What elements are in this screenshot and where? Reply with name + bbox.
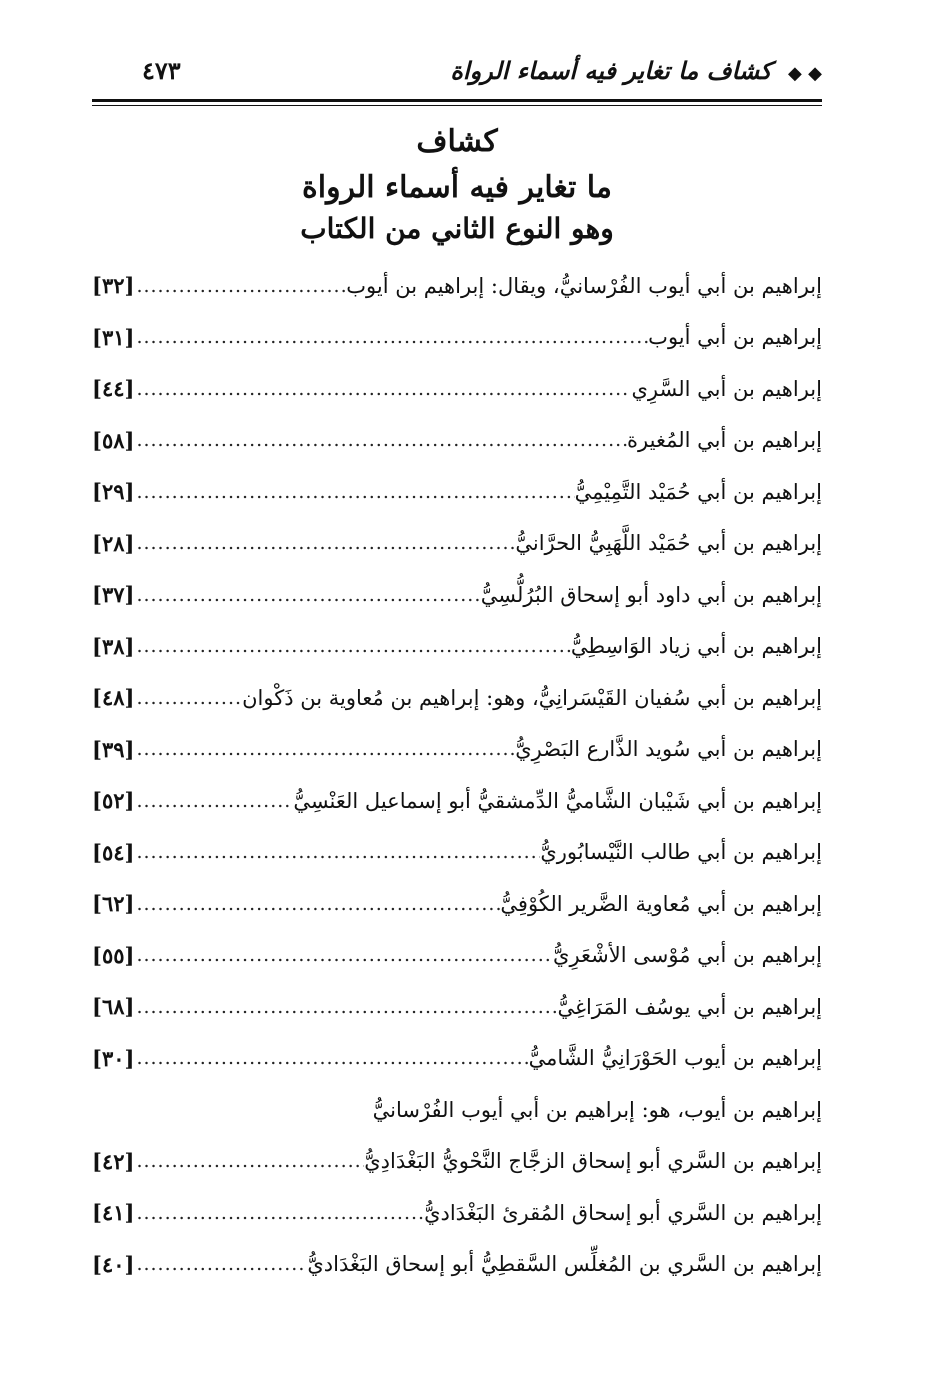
entry-reference-number: [٣٠] (92, 1045, 135, 1071)
entry-name: إبراهيم بن أبي شَيْبان الشَّاميُّ الدِّمشقيُّ أبو إسماعيل العَنْسِيُّ (293, 788, 822, 813)
index-entry (92, 260, 822, 312)
entry-name: إبراهيم بن السَّري أبو إسحاق المُقرئ البَغْدَاديُّ (424, 1200, 822, 1225)
entry-name: إبراهيم بن أبي حُمَيْد اللَّهَبِيُّ الحرَّانيُّ (515, 531, 822, 556)
index-entry (92, 724, 822, 776)
index-entry (92, 878, 822, 930)
entry-name: إبراهيم بن السَّري بن المُغلِّس السَّقطِيُّ أبو إسحاق البَغْدَاديُّ (307, 1252, 822, 1277)
entry-reference-number: [٥٢] (92, 788, 135, 814)
dot-leader (134, 687, 242, 709)
dot-leader (134, 378, 631, 400)
entry-name: إبراهيم بن أبي طالب النَّيْسابُوريُّ (540, 840, 822, 865)
entry-reference-number: [٥٥] (92, 942, 135, 968)
diamond-ornament-icon: ◆ ◆ (788, 63, 822, 84)
entry-name: إبراهيم بن أبي مُوْسى الأشْعَرِيُّ (553, 943, 822, 968)
entry-reference-number: [٦٨] (92, 994, 135, 1020)
entry-name: إبراهيم بن السَّري أبو إسحاق الزجَّاج النَّحْويُّ البَغْدَادِيُّ (364, 1149, 822, 1174)
dot-leader (134, 532, 515, 554)
dot-leader (134, 996, 557, 1018)
dot-leader (134, 790, 293, 812)
entry-reference-number: [٥٨] (92, 427, 135, 453)
index-entry (92, 1033, 822, 1085)
dot-leader (134, 326, 648, 348)
dot-leader (134, 893, 500, 915)
entry-name: إبراهيم بن أيوب الحَوْرَانِيُّ الشَّاميُّ (528, 1046, 822, 1071)
entry-name: إبراهيم بن أبي داود أبو إسحاق البُرُلُّسِيُّ (480, 582, 822, 607)
index-heading: كشاف (416, 124, 498, 159)
entry-name: إبراهيم بن أبي زياد الوَاسِطِيُّ (570, 634, 822, 659)
entry-name: إبراهيم بن أبي حُمَيْد التَّمِيْمِيُّ (574, 479, 822, 504)
dot-leader (134, 584, 480, 606)
entry-reference-number: [٣٧] (92, 582, 135, 608)
entry-reference-number: [٤٢] (92, 1148, 135, 1174)
dot-leader (134, 481, 574, 503)
entry-name: إبراهيم بن أبي أيوب (648, 325, 822, 350)
index-entry (92, 827, 822, 879)
dot-leader (134, 841, 540, 863)
index-entry (92, 1239, 822, 1291)
entry-reference-number: [٣٨] (92, 633, 135, 659)
index-entry (92, 1084, 822, 1136)
index-entry (92, 312, 822, 364)
index-entry (92, 621, 822, 673)
index-entry (92, 1187, 822, 1239)
entry-reference-number: [٢٩] (92, 479, 135, 505)
running-head-title-text: كشاف ما تغاير فيه أسماء الرواة (450, 56, 772, 85)
entry-reference-number: [٤٤] (92, 376, 135, 402)
index-description: وهو النوع الثاني من الكتاب (300, 212, 614, 245)
dot-leader (134, 1253, 307, 1275)
entry-reference-number: [٣٢] (92, 273, 135, 299)
index-entry (92, 1136, 822, 1188)
index-subheading: ما تغاير فيه أسماء الرواة (302, 170, 612, 205)
index-entry (92, 930, 822, 982)
index-entry (92, 518, 822, 570)
entry-reference-number: [٤٨] (92, 685, 135, 711)
index-entry (92, 981, 822, 1033)
entry-reference-number: [٣١] (92, 324, 135, 350)
entry-name: إبراهيم بن أبي يوسُف المَرَاغِيُّ (557, 994, 822, 1019)
header-rule-thick (92, 99, 822, 102)
entry-name: إبراهيم بن أبي المُغيرة (627, 428, 822, 453)
index-entry (92, 672, 822, 724)
dot-leader (134, 635, 570, 657)
entry-reference-number: [٦٢] (92, 891, 135, 917)
entry-name: إبراهيم بن أيوب، هو: إبراهيم بن أبي أيوب الفُرْسانيُّ (372, 1097, 822, 1122)
entry-name: إبراهيم بن أبي أيوب الفُرْسانيُّ، ويقال: إبراهيم بن أيوب (346, 273, 822, 298)
entry-reference-number: [٤١] (92, 1200, 135, 1226)
dot-leader (134, 429, 627, 451)
dot-leader (134, 944, 553, 966)
index-entry-list (92, 260, 822, 1290)
dot-leader (134, 1047, 528, 1069)
running-head-title (450, 56, 822, 85)
entry-name: إبراهيم بن أبي سُفيان القَيْسَرانِيُّ، وهو: إبراهيم بن مُعاوية بن ذَكْوان (242, 685, 822, 710)
entry-name: إبراهيم بن أبي السَّرِي (631, 376, 822, 401)
dot-leader (134, 1150, 364, 1172)
index-entry (92, 466, 822, 518)
entry-name: إبراهيم بن أبي سُويد الذَّارع البَصْرِيُّ (515, 737, 822, 762)
header-rule-thin (92, 105, 822, 106)
index-entry (92, 415, 822, 467)
index-entry (92, 569, 822, 621)
entry-name: إبراهيم بن أبي مُعاوية الضَّرير الكُوْفِيُّ (500, 891, 822, 916)
entry-reference-number: [٣٩] (92, 736, 135, 762)
entry-reference-number: [٤٠] (92, 1251, 135, 1277)
index-entry (92, 363, 822, 415)
entry-reference-number: [٢٨] (92, 530, 135, 556)
dot-leader (134, 1202, 424, 1224)
entry-reference-number: [٥٤] (92, 839, 135, 865)
index-entry (92, 775, 822, 827)
dot-leader (134, 275, 346, 297)
page-number: ٤٧٣ (142, 56, 181, 85)
dot-leader (134, 738, 515, 760)
running-head (92, 52, 822, 96)
